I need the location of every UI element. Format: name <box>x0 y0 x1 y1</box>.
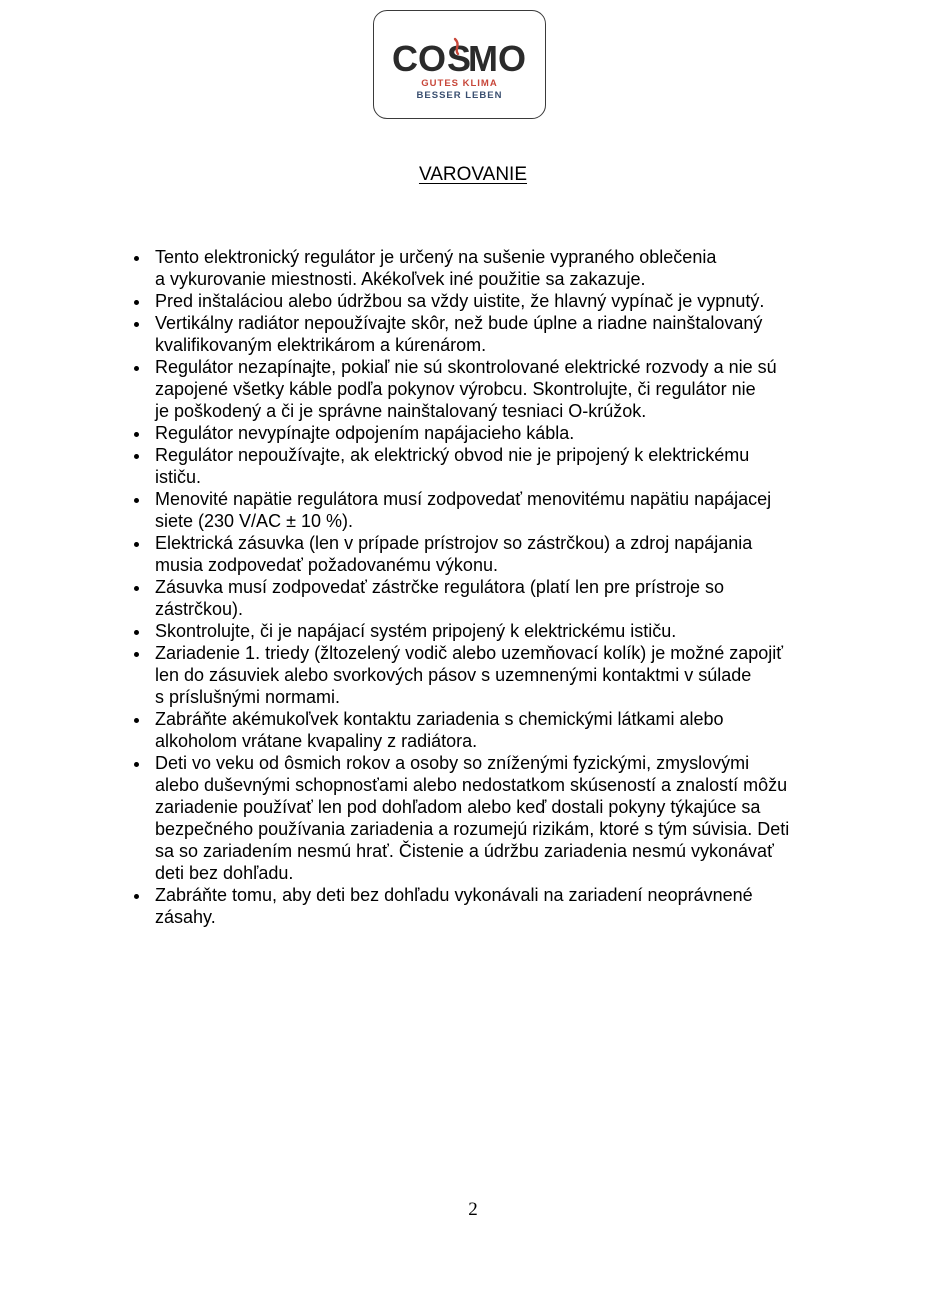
logo-tagline-2: BESSER LEBEN <box>416 90 503 101</box>
logo-word-s: S <box>446 38 471 77</box>
list-item <box>155 752 845 884</box>
page-number: 2 <box>468 1199 478 1220</box>
logo-wordmark <box>374 31 545 77</box>
list-item-text: Zásuvka musí zodpovedať zástrčke regulátora (platí len pre prístroje so zástrčkou). <box>155 577 725 619</box>
list-item <box>155 246 845 290</box>
list-item <box>155 312 845 356</box>
list-item <box>155 290 845 312</box>
list-item-text: Skontrolujte, či je napájací systém pripojený k elektrickému ističu. <box>155 621 677 641</box>
list-item-text: Regulátor nevypínajte odpojením napájacieho kábla. <box>155 423 575 443</box>
page-title: VAROVANIE <box>418 164 528 185</box>
list-item-text: Deti vo veku od ôsmich rokov a osoby so zníženými fyzickými, zmyslovými alebo duševnými schopnosťami alebo nedostatkom skúseností a znalostí môžu zariadenie používať len pod dohľadom alebo keď dostali pokyny týkajúce sa bezpečného používania zariadenia a rozumejú rizikám, ktoré s tým súvisia. Deti sa so zariadením nesmú hrať. Čistenie a údržbu zariadenia nesmú vykonávať deti bez dohľadu. <box>155 753 790 883</box>
list-item <box>155 444 845 488</box>
list-item <box>155 642 845 708</box>
list-item-text: Zariadenie 1. triedy (žltozelený vodič alebo uzemňovací kolík) je možné zapojiť len do zásuviek alebo svorkových pásov s uzemnenými kontaktmi v súlade s príslušnými normami. <box>155 643 784 707</box>
logo-word-left: CO <box>391 38 446 77</box>
list-item <box>155 488 845 532</box>
list-item-text: Pred inštaláciou alebo údržbou sa vždy uistite, že hlavný vypínač je vypnutý. <box>155 291 765 311</box>
list-item-text: Regulátor nepoužívajte, ak elektrický obvod nie je pripojený k elektrickému ističu. <box>155 445 750 487</box>
list-item-text: Zabráňte tomu, aby deti bez dohľadu vykonávali na zariadení neoprávnené zásahy. <box>155 885 753 927</box>
list-item <box>155 620 845 642</box>
list-item-text: Zabráňte akémukoľvek kontaktu zariadenia s chemickými látkami alebo alkoholom vrátane kvapaliny z radiátora. <box>155 709 724 751</box>
list-item-text: Regulátor nezapínajte, pokiaľ nie sú skontrolované elektrické rozvody a nie sú zapojené všetky káble podľa pokynov výrobcu. Skontrolujte, či regulátor nie je poškodený a či je správne nainštalovaný tesniaci O-krúžok. <box>155 357 777 421</box>
list-item <box>155 422 845 444</box>
list-item <box>155 708 845 752</box>
list-item-text: Tento elektronický regulátor je určený na sušenie vypraného oblečenia a vykurovanie miestnosti. Akékoľvek iné použitie sa zakazuje. <box>155 247 717 289</box>
cosmo-logo <box>373 10 546 119</box>
list-item <box>155 532 845 576</box>
warning-list <box>155 246 845 928</box>
list-item-text: Elektrická zásuvka (len v prípade prístrojov so zástrčkou) a zdroj napájania musia zodpovedať požadovanému výkonu. <box>155 533 753 575</box>
list-item <box>155 884 845 928</box>
logo-word-right: MO <box>467 38 526 77</box>
list-item <box>155 576 845 620</box>
list-item-text: Vertikálny radiátor nepoužívajte skôr, než bude úplne a riadne nainštalovaný kvalifikovaným elektrikárom a kúrenárom. <box>155 313 763 355</box>
logo-tagline-1: GUTES KLIMA <box>421 78 498 89</box>
list-item <box>155 356 845 422</box>
list-item-text: Menovité napätie regulátora musí zodpovedať menovitému napätiu napájacej siete (230 V/AC ± 10 %). <box>155 489 772 531</box>
logo-wordmark-graphic <box>392 37 528 77</box>
